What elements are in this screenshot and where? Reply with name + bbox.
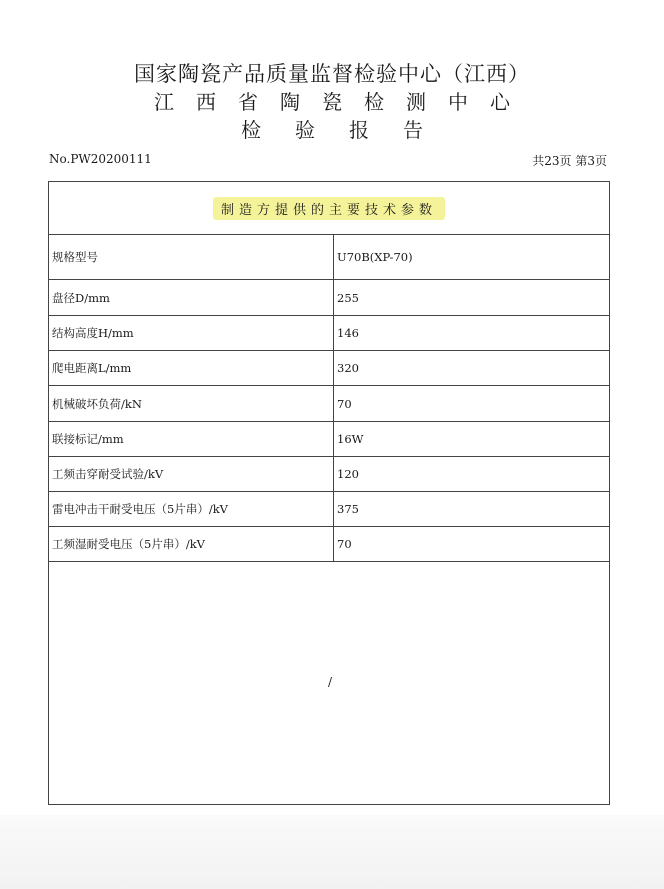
blank-mark: / [328,675,333,689]
row-label: 联接标记/mm [49,422,334,456]
table-row [49,351,609,386]
row-label: 结构高度H/mm [49,316,334,350]
row-value: 16W [337,432,364,446]
blank-area [49,562,609,804]
row-value: 320 [337,361,359,375]
table-row [49,492,609,527]
row-value: 146 [337,326,359,340]
row-label: 工频湿耐受电压（5片串）/kV [49,527,334,561]
page-info: 共23页 第3页 [532,154,607,168]
row-value: 375 [337,502,359,516]
row-label: 工频击穿耐受试验/kV [49,457,334,491]
table-row [49,280,609,316]
center-title-text: 江西省陶瓷检测中心 [154,90,532,114]
row-label: 盘径D/mm [49,280,334,315]
table-title-text: 制造方提供的主要技术参数 [213,197,445,220]
row-value: 120 [337,467,359,481]
parameters-table [48,181,610,805]
report-number: No.PW20200111 [49,152,152,166]
center-title [0,86,664,115]
report-title-text: 检验报告 [241,118,457,142]
table-row [49,316,609,351]
org-title [0,58,664,88]
row-label: 爬电距离L/mm [49,351,334,385]
row-label: 雷电冲击干耐受电压（5片串）/kV [49,492,334,526]
table-row [49,457,609,492]
row-label: 规格型号 [49,235,334,279]
page-bottom-shade [0,815,664,889]
table-title [49,182,609,235]
row-value: 70 [337,396,352,411]
org-title-text: 国家陶瓷产品质量监督检验中心（江西） [134,62,530,86]
table-row [49,235,609,280]
table-row [49,527,609,562]
table-row [49,422,609,457]
row-value: 255 [337,290,359,305]
row-value: 70 [337,537,352,551]
table-row [49,386,609,422]
row-label: 机械破坏负荷/kN [49,386,334,421]
report-title [0,114,664,143]
row-value: U70B(XP-70) [337,250,413,264]
